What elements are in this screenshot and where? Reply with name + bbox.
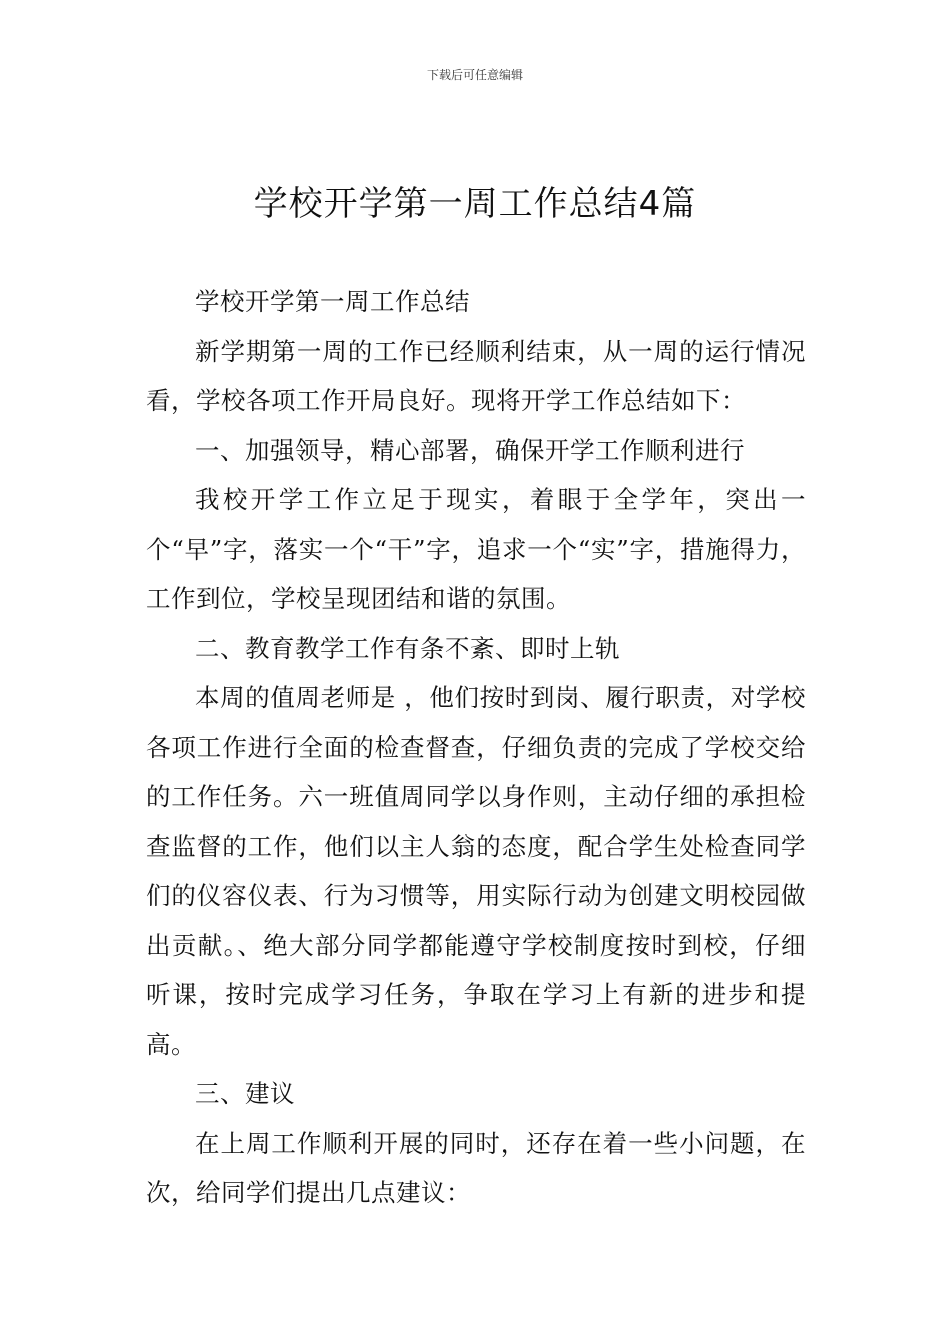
body-paragraph-2: 本周的值周老师是 ，他们按时到岗、履行职责，对学校各项工作进行全面的检查督查，仔细负责的完成了学校交给的工作任务。六一班值周同学以身作则，主动仔细的承担检查监督的工作，他们以主人翁的态度，配合学生处检查同学们的仪容仪表、行为习惯等，用实际行动为创建文明校园做出贡献。、绝大部分同学都能遵守学校制度按时到校，仔细听课，按时完成学习任务，争取在学习上有新的进步和提高。 [146, 683, 806, 1059]
document-title: 学校开学第一周工作总结4篇 [253, 184, 697, 224]
intro-paragraph: 新学期第一周的工作已经顺利结束，从一周的运行情况看，学校各项工作开局良好。现将开学工作总结如下： [146, 336, 806, 415]
document-body [146, 277, 806, 1218]
header-note: 下载后可任意编辑 [426, 68, 523, 82]
section-heading-2: 二、教育教学工作有条不紊、即时上轨 [195, 633, 620, 663]
body-paragraph-3: 在上周工作顺利开展的同时，还存在着一些小问题，在次，给同学们提出几点建议： [146, 1128, 806, 1207]
section-subtitle: 学校开学第一周工作总结 [195, 287, 470, 316]
section-heading-1: 一、加强领导，精心部署，确保开学工作顺利进行 [195, 435, 745, 465]
body-paragraph-1: 我校开学工作立足于现实，着眼于全学年，突出一个“早”字，落实一个“干”字，追求一个“实”字，措施得力，工作到位，学校呈现团结和谐的氛围。 [146, 485, 806, 613]
section-heading-3: 三、建议 [195, 1079, 295, 1108]
